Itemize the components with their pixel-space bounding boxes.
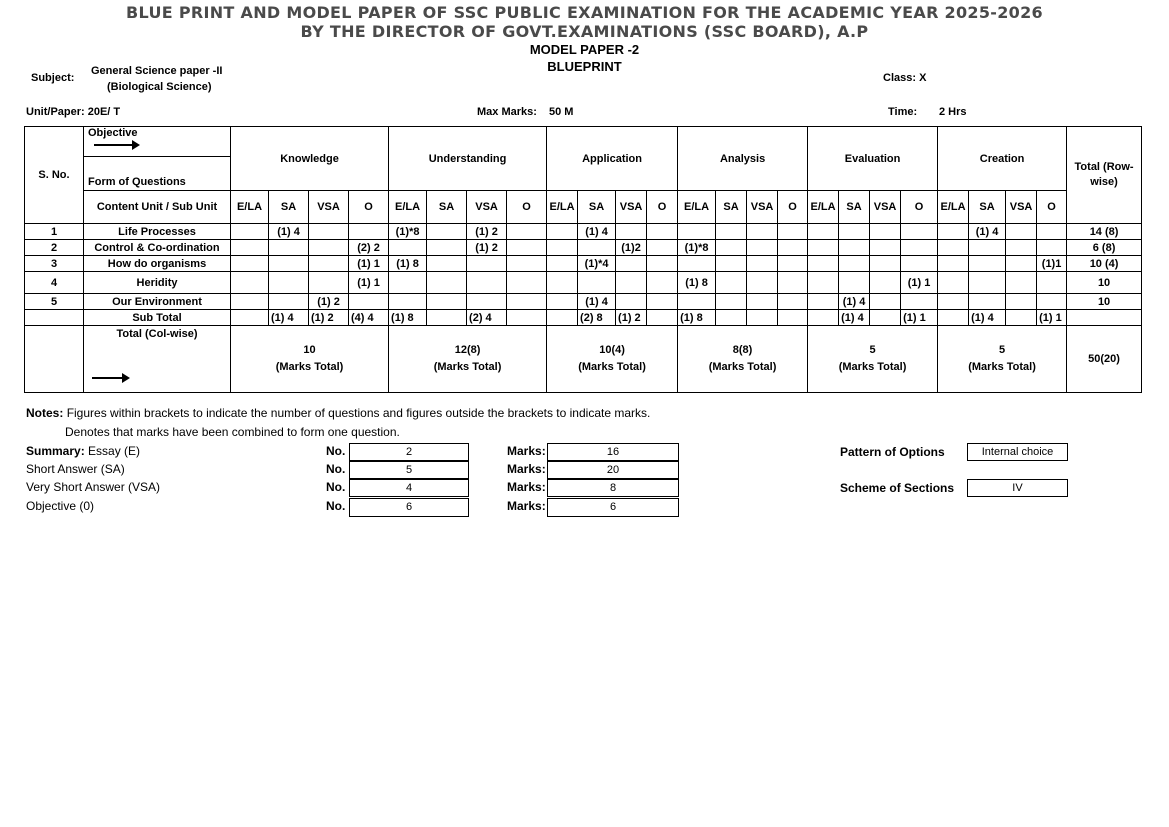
table-cell (349, 294, 389, 310)
table-cell: (1) 1 (901, 310, 938, 326)
table-cell (778, 240, 808, 256)
subcol-header: VSA (467, 191, 507, 224)
table-cell (839, 224, 870, 240)
table-cell (1006, 272, 1037, 294)
table-row (25, 224, 1142, 240)
table-cell (747, 310, 778, 326)
table-cell: (1) 4 (969, 224, 1006, 240)
subcol-header: SA (716, 191, 747, 224)
table-cell (747, 294, 778, 310)
subject-label: Subject: (31, 72, 75, 84)
colwise-sno-cell (25, 326, 84, 393)
table-cell (808, 256, 839, 272)
table-cell (231, 294, 269, 310)
table-cell: (1)2 (616, 240, 647, 256)
table-cell (1006, 240, 1037, 256)
row-sno: 5 (25, 294, 84, 310)
table-cell (309, 224, 349, 240)
table-cell (901, 224, 938, 240)
table-cell (870, 256, 901, 272)
table-cell (231, 256, 269, 272)
table-cell (778, 310, 808, 326)
table-cell (647, 310, 678, 326)
table-cell: (1)1 (1037, 256, 1067, 272)
table-cell: (1) 4 (578, 224, 616, 240)
class-label: Class: X (883, 72, 927, 84)
table-cell: (1)*8 (389, 224, 427, 240)
table-cell (269, 272, 309, 294)
table-cell (808, 224, 839, 240)
table-cell (870, 240, 901, 256)
subject-value-line1: General Science paper -II (91, 65, 223, 77)
table-cell (778, 256, 808, 272)
table-cell (716, 310, 747, 326)
table-cell (309, 256, 349, 272)
summary-no-label: No. (326, 480, 346, 494)
table-cell (778, 272, 808, 294)
table-cell (427, 224, 467, 240)
colwise-label: Total (Col-wise) (116, 328, 198, 340)
doc-title-line2: BY THE DIRECTOR OF GOVT.EXAMINATIONS (SSC BOARD), A.P (300, 22, 869, 41)
table-cell (969, 256, 1006, 272)
form-of-questions-label: Form of Questions (84, 157, 231, 191)
colwise-total-evaluation: 5 (Marks Total) (808, 326, 938, 393)
subcol-header: E/LA (231, 191, 269, 224)
table-cell (349, 224, 389, 240)
table-cell: (1) 4 (269, 224, 309, 240)
summary-marks-value: 6 (547, 498, 679, 517)
objective-arrow-icon (94, 144, 138, 146)
group-application: Application (547, 127, 678, 191)
table-cell: (1)*4 (578, 256, 616, 272)
colwise-total-understanding: 12(8) (Marks Total) (389, 326, 547, 393)
table-cell (616, 224, 647, 240)
subcol-header: VSA (870, 191, 901, 224)
summary-type: Short Answer (SA) (26, 462, 125, 476)
table-cell: (1) 1 (349, 272, 389, 294)
table-cell (616, 272, 647, 294)
table-cell (616, 256, 647, 272)
table-cell (1037, 240, 1067, 256)
table-cell (1037, 294, 1067, 310)
table-cell (547, 240, 578, 256)
table-cell (547, 224, 578, 240)
table-cell (578, 240, 616, 256)
table-cell: (1) 1 (1037, 310, 1067, 326)
row-total: 10 (1067, 294, 1142, 310)
subcol-header: E/LA (678, 191, 716, 224)
table-cell (467, 294, 507, 310)
table-cell (231, 240, 269, 256)
table-cell (969, 272, 1006, 294)
table-cell (808, 310, 839, 326)
summary-row-label (26, 443, 140, 459)
table-cell (231, 224, 269, 240)
table-cell (578, 272, 616, 294)
table-cell (547, 310, 578, 326)
table-cell (507, 240, 547, 256)
table-cell (309, 240, 349, 256)
table-cell: (1)*8 (678, 240, 716, 256)
subcol-header: O (1037, 191, 1067, 224)
doc-subtitle-blueprint: BLUEPRINT (547, 59, 622, 74)
table-cell (678, 224, 716, 240)
table-cell (839, 256, 870, 272)
row-total: 10 (1067, 272, 1142, 294)
table-cell: (1) 4 (839, 294, 870, 310)
objective-header-cell (84, 127, 231, 157)
table-cell (507, 224, 547, 240)
table-cell (1006, 294, 1037, 310)
time-label: Time: (888, 106, 918, 118)
table-cell (269, 240, 309, 256)
table-cell (938, 294, 969, 310)
table-cell (427, 294, 467, 310)
pattern-of-options-label: Pattern of Options (840, 445, 945, 459)
summary-no-label: No. (326, 444, 346, 458)
subtotal-row (25, 310, 1142, 326)
subcol-header: E/LA (808, 191, 839, 224)
group-evaluation: Evaluation (808, 127, 938, 191)
summary-marks-label: Marks: (507, 444, 546, 458)
max-marks-label: Max Marks: (477, 106, 537, 118)
summary-marks-value: 8 (547, 479, 679, 497)
table-cell: (1) 4 (839, 310, 870, 326)
table-cell (716, 256, 747, 272)
group-understanding: Understanding (389, 127, 547, 191)
table-cell: (1) 4 (969, 310, 1006, 326)
table-cell (427, 272, 467, 294)
table-cell (870, 310, 901, 326)
table-cell (547, 272, 578, 294)
table-cell: (1) 2 (467, 224, 507, 240)
table-cell (969, 294, 1006, 310)
table-row (25, 272, 1142, 294)
row-sno: 3 (25, 256, 84, 272)
table-cell (427, 310, 467, 326)
doc-subtitle-model-paper: MODEL PAPER -2 (529, 42, 640, 57)
summary-no-value: 5 (349, 461, 469, 479)
scheme-of-sections-value: IV (967, 479, 1068, 497)
table-cell (716, 272, 747, 294)
row-total: 6 (8) (1067, 240, 1142, 256)
table-cell (231, 310, 269, 326)
group-analysis: Analysis (678, 127, 808, 191)
table-cell: (2) 8 (578, 310, 616, 326)
notes-line1: Notes: Figures within brackets to indicate the number of questions and figures outside the brackets to indicate marks. (26, 406, 651, 420)
colwise-total-creation: 5 (Marks Total) (938, 326, 1067, 393)
table-cell (808, 294, 839, 310)
table-cell (1006, 224, 1037, 240)
summary-no-label: No. (326, 462, 346, 476)
colwise-total-application: 10(4) (Marks Total) (547, 326, 678, 393)
table-cell (547, 256, 578, 272)
table-cell (647, 224, 678, 240)
table-cell (938, 256, 969, 272)
table-cell (808, 240, 839, 256)
subcol-header: O (778, 191, 808, 224)
table-cell (938, 310, 969, 326)
table-cell (616, 294, 647, 310)
subtotal-total (1067, 310, 1142, 326)
subcol-header: O (507, 191, 547, 224)
table-cell (647, 294, 678, 310)
subject-value-line2: (Biological Science) (107, 81, 212, 93)
table-cell (269, 294, 309, 310)
summary-label: Summary: (26, 444, 85, 458)
time-value: 2 Hrs (939, 106, 967, 118)
table-cell (678, 256, 716, 272)
subcol-header: SA (839, 191, 870, 224)
table-cell (647, 256, 678, 272)
subcol-header: SA (578, 191, 616, 224)
colwise-arrow-icon (92, 377, 128, 379)
subcol-header: O (901, 191, 938, 224)
table-cell (870, 224, 901, 240)
group-creation: Creation (938, 127, 1067, 191)
summary-type: Objective (0) (26, 499, 95, 513)
table-cell: (1) 8 (678, 310, 716, 326)
summary-type: Very Short Answer (VSA) (26, 480, 161, 494)
pattern-of-options-value: Internal choice (967, 443, 1068, 461)
row-sno: 4 (25, 272, 84, 294)
subcol-header: VSA (309, 191, 349, 224)
subcol-header: E/LA (547, 191, 578, 224)
subcol-header: VSA (1006, 191, 1037, 224)
table-cell: (1) 8 (678, 272, 716, 294)
row-sno: 1 (25, 224, 84, 240)
subcol-header: SA (427, 191, 467, 224)
summary-marks-value: 20 (547, 461, 679, 479)
row-unit: Control & Co-ordination (84, 240, 231, 256)
table-cell (839, 240, 870, 256)
table-cell (901, 294, 938, 310)
table-cell (839, 272, 870, 294)
table-cell (938, 272, 969, 294)
row-total: 10 (4) (1067, 256, 1142, 272)
max-marks-value: 50 M (549, 106, 574, 118)
table-cell (389, 272, 427, 294)
subcol-header: SA (269, 191, 309, 224)
summary-marks-value: 16 (547, 443, 679, 461)
colwise-total-knowledge: 10 (Marks Total) (231, 326, 389, 393)
summary-no-value: 6 (349, 498, 469, 517)
group-knowledge: Knowledge (231, 127, 389, 191)
table-cell (507, 294, 547, 310)
table-cell (747, 272, 778, 294)
summary-marks-label: Marks: (507, 480, 546, 494)
table-cell (507, 310, 547, 326)
subtotal-sno (25, 310, 84, 326)
table-cell (901, 256, 938, 272)
colwise-label-cell (84, 326, 231, 393)
row-unit: How do organisms (84, 256, 231, 272)
table-cell (507, 256, 547, 272)
table-row (25, 240, 1142, 256)
doc-title-line1: BLUE PRINT AND MODEL PAPER OF SSC PUBLIC EXAMINATION FOR THE ACADEMIC YEAR 2025-2026 (126, 3, 1043, 22)
table-cell (389, 240, 427, 256)
table-row (25, 294, 1142, 310)
table-cell: (4) 4 (349, 310, 389, 326)
table-cell: (1) 4 (578, 294, 616, 310)
table-cell (901, 240, 938, 256)
table-cell (1006, 310, 1037, 326)
table-cell: (1) 2 (467, 240, 507, 256)
notes-line2: Denotes that marks have been combined to form one question. (65, 425, 400, 439)
table-cell (269, 256, 309, 272)
table-cell (427, 256, 467, 272)
table-cell (547, 294, 578, 310)
table-cell (647, 240, 678, 256)
summary-marks-label: Marks: (507, 462, 546, 476)
table-row (25, 256, 1142, 272)
row-unit: Heridity (84, 272, 231, 294)
subtotal-label: Sub Total (84, 310, 231, 326)
table-cell (647, 272, 678, 294)
table-cell (427, 240, 467, 256)
table-cell (778, 294, 808, 310)
table-cell: (1) 2 (309, 310, 349, 326)
blueprint-table (24, 126, 1142, 393)
summary-type: Essay (E) (88, 444, 141, 458)
table-cell (309, 272, 349, 294)
table-cell: (2) 2 (349, 240, 389, 256)
table-cell (467, 256, 507, 272)
table-cell: (1) 2 (616, 310, 647, 326)
table-cell (1037, 272, 1067, 294)
table-cell: (1) 2 (309, 294, 349, 310)
table-cell (747, 224, 778, 240)
table-cell (747, 240, 778, 256)
table-cell (716, 224, 747, 240)
subcol-header: SA (969, 191, 1006, 224)
table-cell: (1) 1 (349, 256, 389, 272)
table-cell (467, 272, 507, 294)
content-unit-header: Content Unit / Sub Unit (84, 191, 231, 224)
summary-no-value: 4 (349, 479, 469, 497)
table-cell (231, 272, 269, 294)
table-cell (870, 272, 901, 294)
table-cell (1037, 224, 1067, 240)
table-cell (716, 294, 747, 310)
table-cell (747, 256, 778, 272)
colwise-total-analysis: 8(8) (Marks Total) (678, 326, 808, 393)
table-cell (678, 294, 716, 310)
table-cell (969, 240, 1006, 256)
row-sno: 2 (25, 240, 84, 256)
subcol-header: E/LA (938, 191, 969, 224)
subcol-header: O (647, 191, 678, 224)
summary-no-label: No. (326, 499, 346, 513)
subcol-header: E/LA (389, 191, 427, 224)
table-cell (808, 272, 839, 294)
table-cell: (2) 4 (467, 310, 507, 326)
table-cell: (1) 1 (901, 272, 938, 294)
table-cell: (1) 4 (269, 310, 309, 326)
row-unit: Our Environment (84, 294, 231, 310)
subcol-header: O (349, 191, 389, 224)
objective-label: Objective (88, 127, 138, 139)
table-cell (938, 224, 969, 240)
scheme-of-sections-label: Scheme of Sections (840, 481, 955, 495)
summary-no-value: 2 (349, 443, 469, 461)
row-unit: Life Processes (84, 224, 231, 240)
table-cell (716, 240, 747, 256)
subcol-header: VSA (616, 191, 647, 224)
table-cell (389, 294, 427, 310)
table-cell (507, 272, 547, 294)
sno-header: S. No. (25, 127, 84, 224)
table-cell (870, 294, 901, 310)
grand-total: 50(20) (1067, 326, 1142, 393)
unit-paper-label: Unit/Paper: 20E/ T (26, 106, 121, 118)
table-cell: (1) 8 (389, 256, 427, 272)
table-cell (778, 224, 808, 240)
total-rowwise-header: Total (Row-wise) (1067, 127, 1142, 224)
subcol-header: VSA (747, 191, 778, 224)
table-cell (938, 240, 969, 256)
table-cell (1006, 256, 1037, 272)
row-total: 14 (8) (1067, 224, 1142, 240)
table-cell: (1) 8 (389, 310, 427, 326)
summary-marks-label: Marks: (507, 499, 546, 513)
